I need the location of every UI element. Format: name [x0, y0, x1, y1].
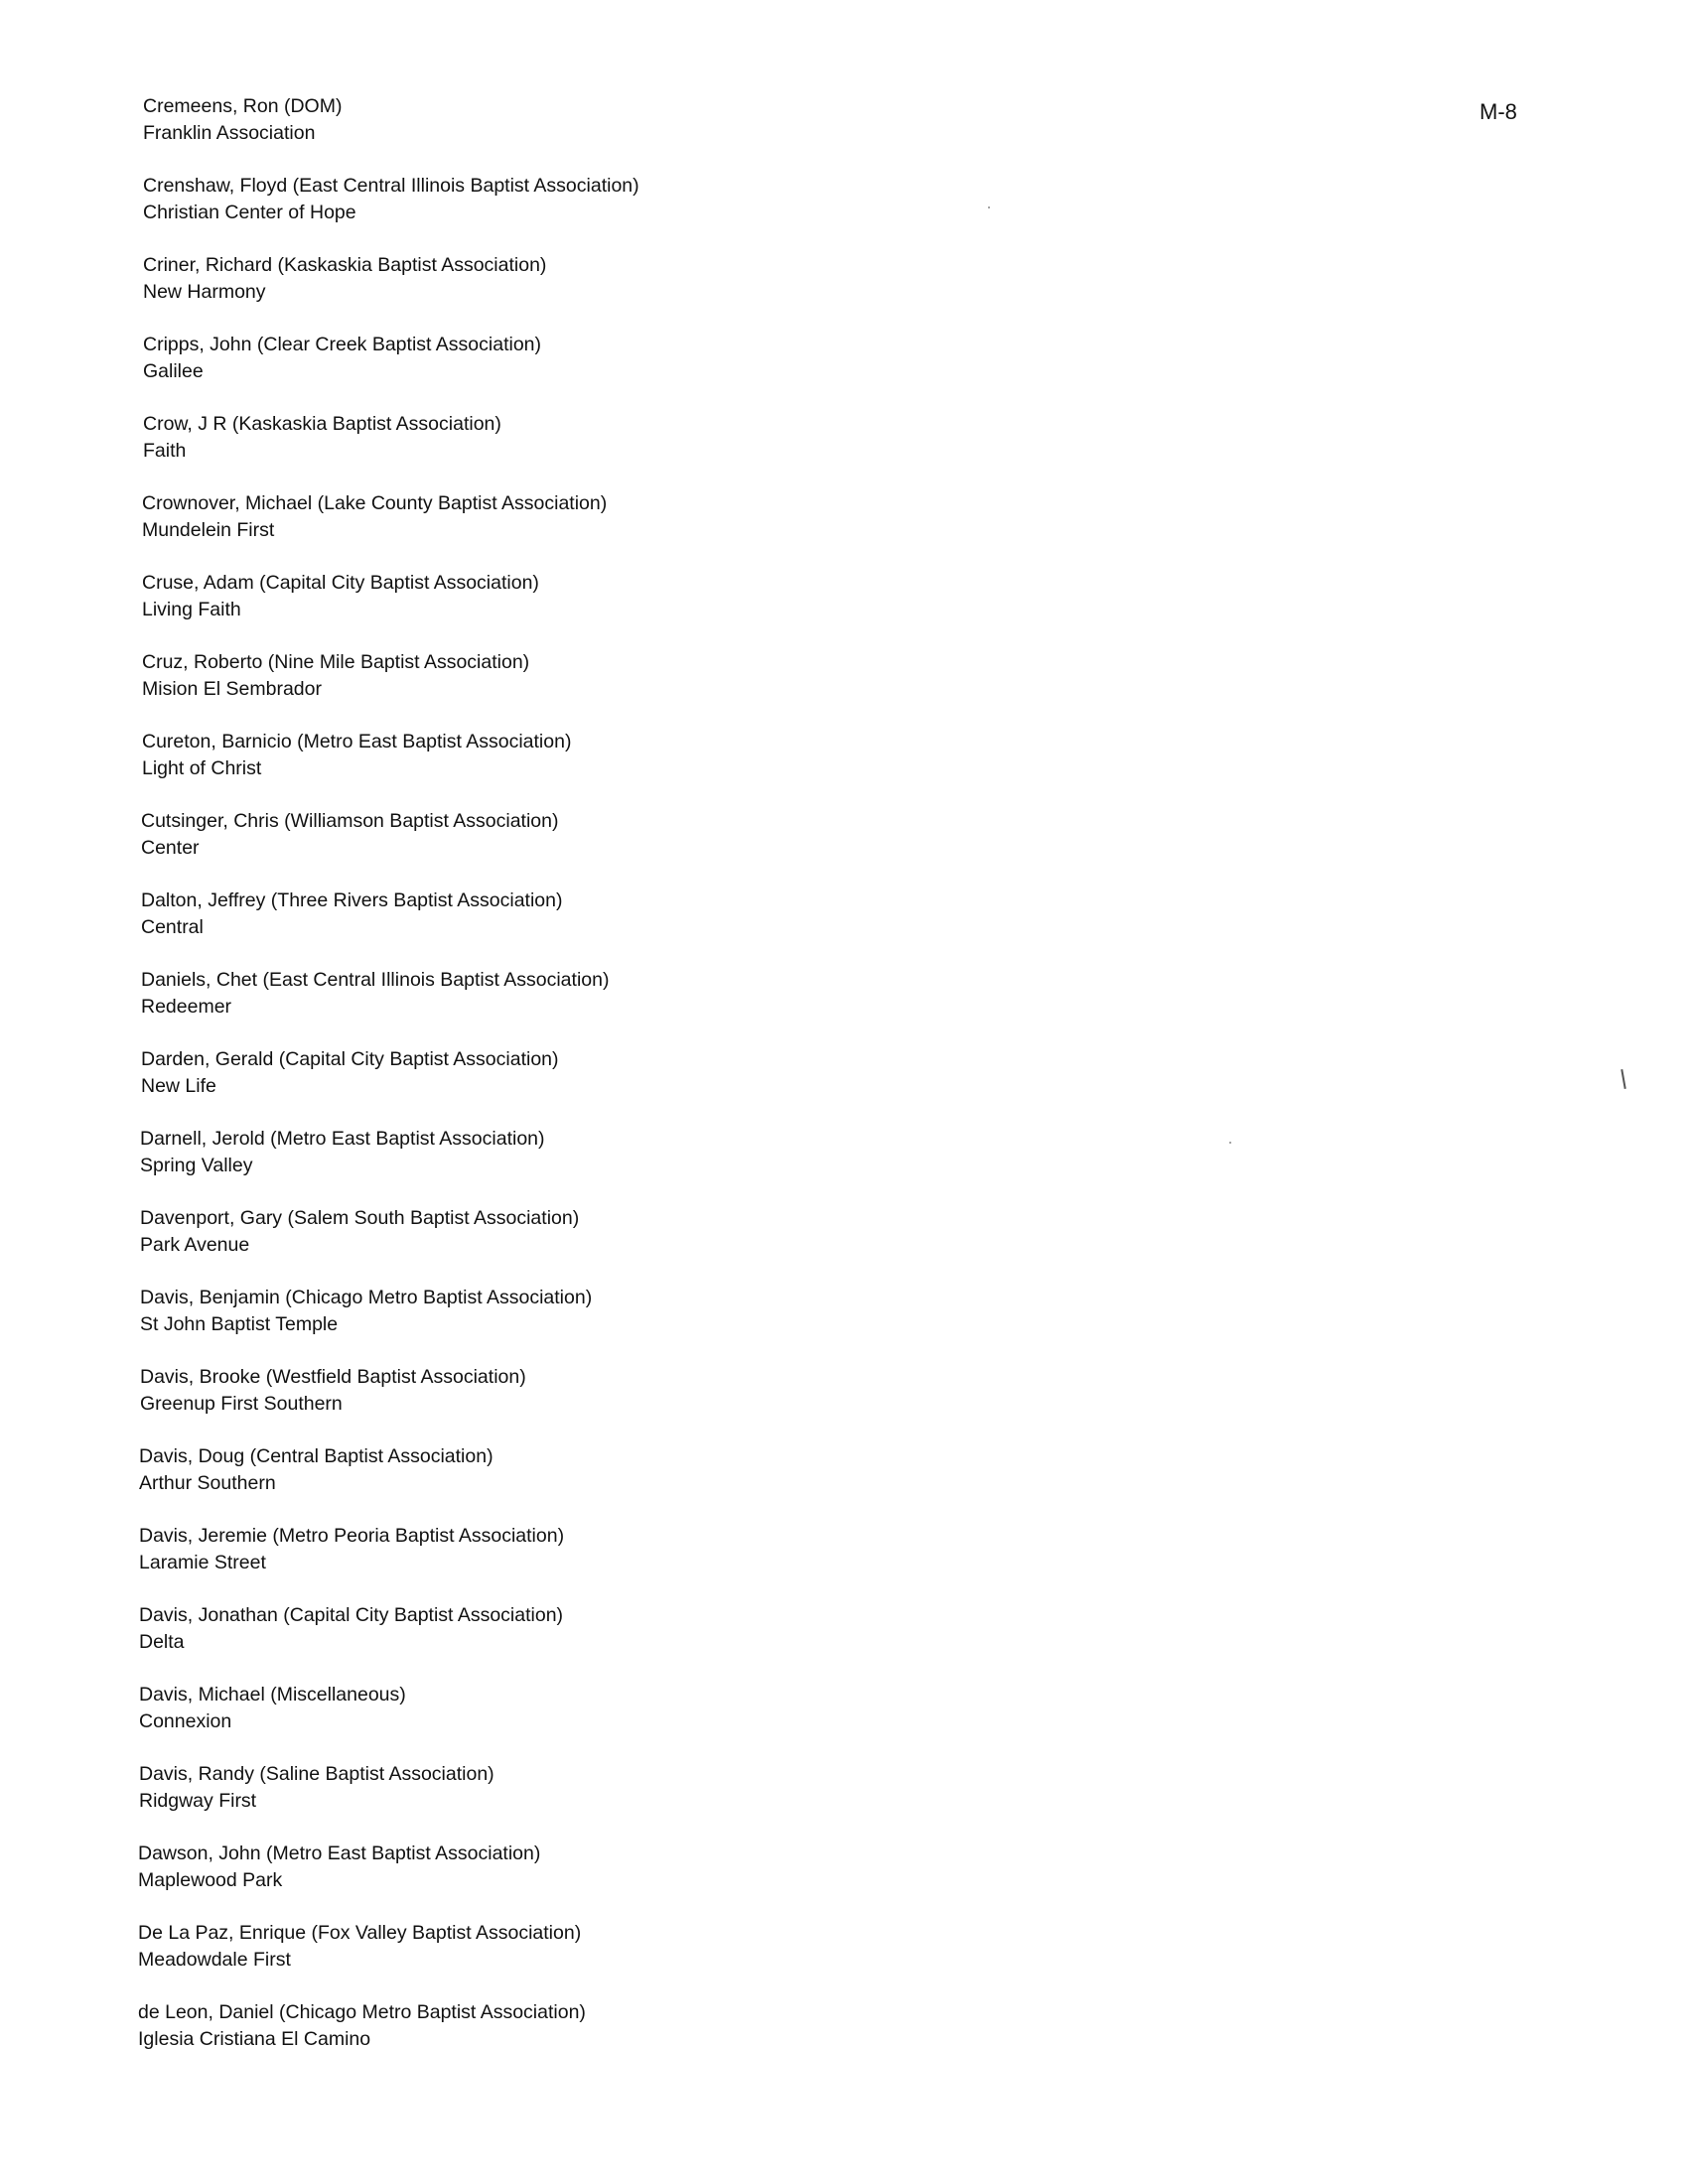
- list-item: [142, 649, 1037, 729]
- entry-name: Cureton, Barnicio (Metro East Baptist Association): [142, 731, 572, 752]
- entry-name: Dawson, John (Metro East Baptist Association): [138, 1843, 541, 1864]
- entry-name: Davis, Jeremie (Metro Peoria Baptist Association): [139, 1525, 565, 1547]
- entry-name: Cutsinger, Chris (Williamson Baptist Association): [141, 810, 559, 832]
- entry-name: Davis, Michael (Miscellaneous): [139, 1684, 406, 1706]
- list-item: [140, 1126, 1037, 1205]
- scan-speck: [1229, 1142, 1231, 1144]
- entry-name: Cremeens, Ron (DOM): [143, 95, 343, 117]
- entry-name: Davis, Brooke (Westfield Baptist Association): [140, 1366, 526, 1388]
- list-item: [140, 1285, 1037, 1364]
- entry-church: Park Avenue: [140, 1233, 250, 1256]
- list-item: [141, 808, 1037, 887]
- entry-name: Davenport, Gary (Salem South Baptist Association): [140, 1207, 580, 1229]
- entry-name: Crow, J R (Kaskaskia Baptist Association): [143, 413, 501, 435]
- list-item: [138, 1920, 1037, 1999]
- entry-church: Living Faith: [142, 598, 241, 620]
- entry-name: Crenshaw, Floyd (East Central Illinois Baptist Association): [143, 175, 639, 197]
- entry-name: Davis, Doug (Central Baptist Association): [139, 1445, 494, 1467]
- entry-church: St John Baptist Temple: [140, 1312, 339, 1335]
- entry-list: [138, 93, 1037, 2079]
- entry-church: Laramie Street: [139, 1551, 266, 1573]
- list-item: [143, 411, 1037, 490]
- entry-church: Iglesia Cristiana El Camino: [138, 2027, 371, 2050]
- entry-church: Maplewood Park: [138, 1868, 283, 1891]
- entry-church: Central: [141, 915, 204, 938]
- list-item: [139, 1523, 1037, 1602]
- entry-name: Darnell, Jerold (Metro East Baptist Association): [140, 1128, 545, 1150]
- entry-church: New Harmony: [143, 280, 266, 303]
- entry-church: Mision El Sembrador: [142, 677, 322, 700]
- entry-church: Delta: [139, 1630, 185, 1653]
- list-item: [142, 729, 1037, 808]
- list-item: [139, 1602, 1037, 1682]
- list-item: [142, 490, 1037, 570]
- list-item: [141, 887, 1037, 967]
- entry-church: Center: [141, 836, 200, 859]
- scan-speck: [988, 206, 990, 208]
- entry-church: Redeemer: [141, 995, 232, 1018]
- entry-name: Cripps, John (Clear Creek Baptist Association): [143, 334, 541, 355]
- list-item: [141, 967, 1037, 1046]
- entry-church: Greenup First Southern: [140, 1392, 343, 1415]
- entry-church: Meadowdale First: [138, 1948, 291, 1971]
- list-item: [139, 1761, 1037, 1841]
- list-item: [139, 1443, 1037, 1523]
- list-item: [138, 1841, 1037, 1920]
- entry-church: Mundelein First: [142, 518, 275, 541]
- entry-church: Franklin Association: [143, 121, 316, 144]
- list-item: [143, 332, 1037, 411]
- list-item: [143, 173, 1037, 252]
- list-item: [141, 1046, 1037, 1126]
- entry-church: Galilee: [143, 359, 204, 382]
- entry-name: Davis, Benjamin (Chicago Metro Baptist Association): [140, 1287, 593, 1308]
- entry-church: Spring Valley: [140, 1154, 253, 1176]
- entry-name: Davis, Jonathan (Capital City Baptist Association): [139, 1604, 564, 1626]
- entry-name: de Leon, Daniel (Chicago Metro Baptist Association): [138, 2001, 586, 2023]
- entry-name: Davis, Randy (Saline Baptist Association): [139, 1763, 494, 1785]
- entry-name: Crownover, Michael (Lake County Baptist Association): [142, 492, 608, 514]
- page-label: M-8: [1480, 99, 1517, 124]
- entry-name: Criner, Richard (Kaskaskia Baptist Association): [143, 254, 547, 276]
- entry-church: Arthur Southern: [139, 1471, 276, 1494]
- list-item: [138, 1999, 1037, 2079]
- list-item: [142, 570, 1037, 649]
- scan-mark: [1621, 1069, 1625, 1089]
- entry-name: Dalton, Jeffrey (Three Rivers Baptist Association): [141, 889, 563, 911]
- entry-church: Ridgway First: [139, 1789, 257, 1812]
- list-item: [143, 252, 1037, 332]
- list-item: [140, 1205, 1037, 1285]
- entry-name: Darden, Gerald (Capital City Baptist Association): [141, 1048, 559, 1070]
- entry-church: Connexion: [139, 1709, 232, 1732]
- list-item: [139, 1682, 1037, 1761]
- entry-name: Cruz, Roberto (Nine Mile Baptist Association): [142, 651, 530, 673]
- list-item: [143, 93, 1037, 173]
- entry-name: Cruse, Adam (Capital City Baptist Association): [142, 572, 539, 594]
- entry-church: Light of Christ: [142, 756, 262, 779]
- entry-name: De La Paz, Enrique (Fox Valley Baptist Association): [138, 1922, 582, 1944]
- entry-church: New Life: [141, 1074, 216, 1097]
- entry-church: Faith: [143, 439, 187, 462]
- entry-church: Christian Center of Hope: [143, 201, 356, 223]
- entry-name: Daniels, Chet (East Central Illinois Baptist Association): [141, 969, 610, 991]
- list-item: [140, 1364, 1037, 1443]
